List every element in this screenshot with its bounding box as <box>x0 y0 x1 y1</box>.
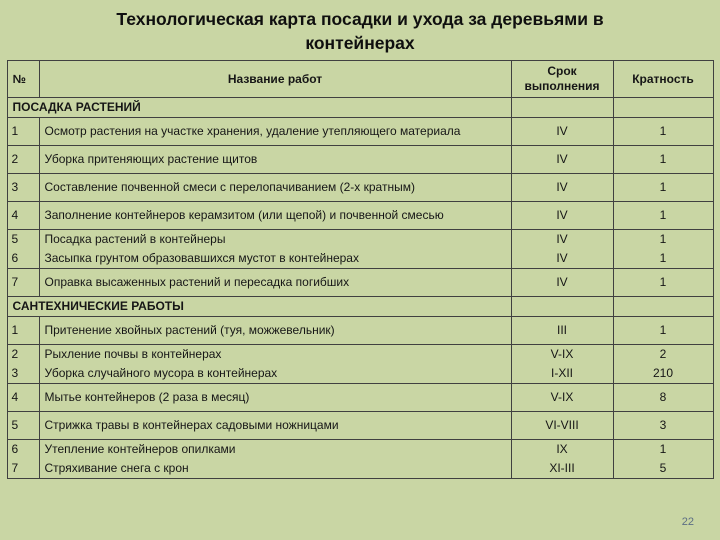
table-row <box>7 440 713 460</box>
work-frequency: 1 <box>613 146 713 174</box>
row-number: 4 <box>7 202 39 230</box>
table-row <box>7 249 713 269</box>
work-period: V-IX <box>511 345 613 365</box>
table-row <box>7 345 713 365</box>
work-name: Засыпка грунтом образовавшихся мустот в контейнерах <box>39 249 511 269</box>
work-table <box>7 60 714 479</box>
work-period: IV <box>511 174 613 202</box>
work-frequency: 1 <box>613 174 713 202</box>
table-row <box>7 384 713 412</box>
work-frequency: 1 <box>613 202 713 230</box>
table-row <box>7 459 713 479</box>
work-frequency: 8 <box>613 384 713 412</box>
work-period: I-XII <box>511 364 613 384</box>
row-number: 3 <box>7 174 39 202</box>
work-frequency: 1 <box>613 118 713 146</box>
section-frequency-cell <box>613 98 713 118</box>
work-name: Утепление контейнеров опилками <box>39 440 511 460</box>
row-number: 5 <box>7 230 39 250</box>
work-period: IV <box>511 118 613 146</box>
work-period: IV <box>511 269 613 297</box>
row-number: 7 <box>7 459 39 479</box>
table-row <box>7 364 713 384</box>
table-row <box>7 174 713 202</box>
section-row <box>7 297 713 317</box>
work-frequency: 2 <box>613 345 713 365</box>
work-period: III <box>511 317 613 345</box>
table-row <box>7 146 713 174</box>
work-frequency: 1 <box>613 230 713 250</box>
table-row <box>7 118 713 146</box>
work-frequency: 1 <box>613 249 713 269</box>
work-period: IV <box>511 202 613 230</box>
work-name: Оправка высаженных растений и пересадка погибших <box>39 269 511 297</box>
section-period-cell <box>511 98 613 118</box>
table-row <box>7 412 713 440</box>
row-number: 3 <box>7 364 39 384</box>
work-name: Осмотр растения на участке хранения, удаление утепляющего материала <box>39 118 511 146</box>
header-frequency: Кратность <box>613 61 713 98</box>
work-name: Составление почвенной смеси с перелопачиванием (2-х кратным) <box>39 174 511 202</box>
work-frequency: 210 <box>613 364 713 384</box>
work-period: IV <box>511 249 613 269</box>
row-number: 6 <box>7 440 39 460</box>
header-name: Название работ <box>39 61 511 98</box>
work-frequency: 1 <box>613 269 713 297</box>
work-name: Рыхление почвы в контейнерах <box>39 345 511 365</box>
work-name: Заполнение контейнеров керамзитом (или щепой) и почвенной смесью <box>39 202 511 230</box>
header-num: № <box>7 61 39 98</box>
row-number: 6 <box>7 249 39 269</box>
work-frequency: 5 <box>613 459 713 479</box>
page-number: 22 <box>681 516 694 528</box>
row-number: 7 <box>7 269 39 297</box>
page-title: Технологическая карта посадки и ухода за деревьями в контейнерах <box>116 9 604 53</box>
work-name: Уборка случайного мусора в контейнерах <box>39 364 511 384</box>
work-period: XI-III <box>511 459 613 479</box>
row-number: 5 <box>7 412 39 440</box>
row-number: 2 <box>7 345 39 365</box>
work-name: Притенение хвойных растений (туя, можжевельник) <box>39 317 511 345</box>
work-table-body <box>7 98 713 479</box>
work-name: Стрижка травы в контейнерах садовыми ножницами <box>39 412 511 440</box>
work-frequency: 1 <box>613 317 713 345</box>
work-period: IX <box>511 440 613 460</box>
work-period: VI-VIII <box>511 412 613 440</box>
work-frequency: 1 <box>613 440 713 460</box>
section-frequency-cell <box>613 297 713 317</box>
work-name: Уборка притеняющих растение щитов <box>39 146 511 174</box>
table-row <box>7 317 713 345</box>
work-name: Стряхивание снега с крон <box>39 459 511 479</box>
work-name: Посадка растений в контейнеры <box>39 230 511 250</box>
section-title: ПОСАДКА РАСТЕНИЙ <box>7 98 511 118</box>
section-row <box>7 98 713 118</box>
table-row <box>7 230 713 250</box>
table-row <box>7 269 713 297</box>
table-header-row <box>7 61 713 98</box>
table-row <box>7 202 713 230</box>
section-title: САНТЕХНИЧЕСКИЕ РАБОТЫ <box>7 297 511 317</box>
section-period-cell <box>511 297 613 317</box>
work-frequency: 3 <box>613 412 713 440</box>
row-number: 2 <box>7 146 39 174</box>
work-name: Мытье контейнеров (2 раза в месяц) <box>39 384 511 412</box>
header-period: Срок выполнения <box>511 61 613 98</box>
work-period: IV <box>511 146 613 174</box>
row-number: 1 <box>7 118 39 146</box>
row-number: 4 <box>7 384 39 412</box>
work-period: V-IX <box>511 384 613 412</box>
row-number: 1 <box>7 317 39 345</box>
work-period: IV <box>511 230 613 250</box>
